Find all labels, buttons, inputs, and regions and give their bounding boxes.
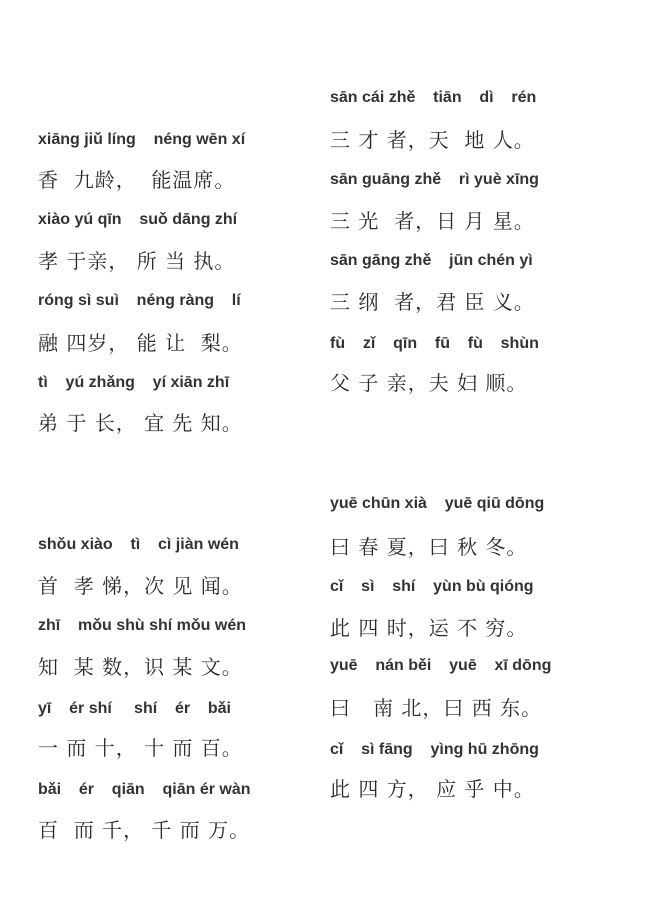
hanzi-line: 三 光 者，日 月 星。 (330, 209, 535, 233)
pinyin-line: xiāng jiǔ líng néng wēn xí (38, 131, 246, 148)
hanzi-line: 首 孝 悌，次 见 闻。 (38, 574, 243, 598)
pinyin-line: shǒu xiào tì cì jiàn wén (38, 536, 239, 553)
hanzi-line: 融 四岁， 能 让 梨。 (38, 331, 243, 355)
pinyin-line: sān gāng zhě jūn chén yì (330, 252, 533, 269)
pinyin-line: cǐ sì fāng yìng hū zhōng (330, 741, 539, 758)
hanzi-line: 知 某 数，识 某 文。 (38, 655, 243, 679)
hanzi-line: 三 才 者，天 地 人。 (330, 128, 535, 152)
pinyin-line: yuē nán běi yuē xī dōng (330, 657, 552, 674)
pinyin-line: róng sì suì néng ràng lí (38, 292, 241, 309)
pinyin-line: cǐ sì shí yùn bù qióng (330, 578, 534, 595)
hanzi-line: 孝 于亲， 所 当 执。 (38, 249, 236, 273)
hanzi-line: 弟 于 长， 宜 先 知。 (38, 411, 243, 435)
pinyin-line: sān guāng zhě rì yuè xīng (330, 171, 539, 188)
pinyin-line: fù zǐ qīn fū fù shùn (330, 335, 539, 352)
pinyin-line: bǎi ér qiān qiān ér wàn (38, 781, 251, 798)
hanzi-line: 此 四 方， 应 乎 中。 (330, 777, 535, 801)
hanzi-line: 百 而 千， 千 而 万。 (38, 818, 251, 842)
hanzi-line: 香 九龄， 能温席。 (38, 168, 236, 192)
pinyin-line: zhī mǒu shù shí mǒu wén (38, 617, 247, 634)
pinyin-line: xiào yú qīn suǒ dāng zhí (38, 211, 238, 228)
hanzi-line: 父 子 亲，夫 妇 顺。 (330, 371, 528, 395)
hanzi-line: 曰 南 北，曰 西 东。 (330, 696, 543, 720)
hanzi-line: 一 而 十， 十 而 百。 (38, 736, 243, 760)
pinyin-line: tì yú zhǎng yí xiān zhī (38, 374, 230, 391)
pinyin-line: yuē chūn xià yuē qiū dōng (330, 495, 545, 512)
hanzi-line: 三 纲 者，君 臣 义。 (330, 290, 535, 314)
hanzi-line: 此 四 时，运 不 穷。 (330, 616, 528, 640)
pinyin-line: sān cái zhě tiān dì rén (330, 89, 537, 106)
hanzi-line: 曰 春 夏，曰 秋 冬。 (330, 535, 528, 559)
pinyin-line: yī ér shí shí ér bǎi (38, 700, 231, 717)
